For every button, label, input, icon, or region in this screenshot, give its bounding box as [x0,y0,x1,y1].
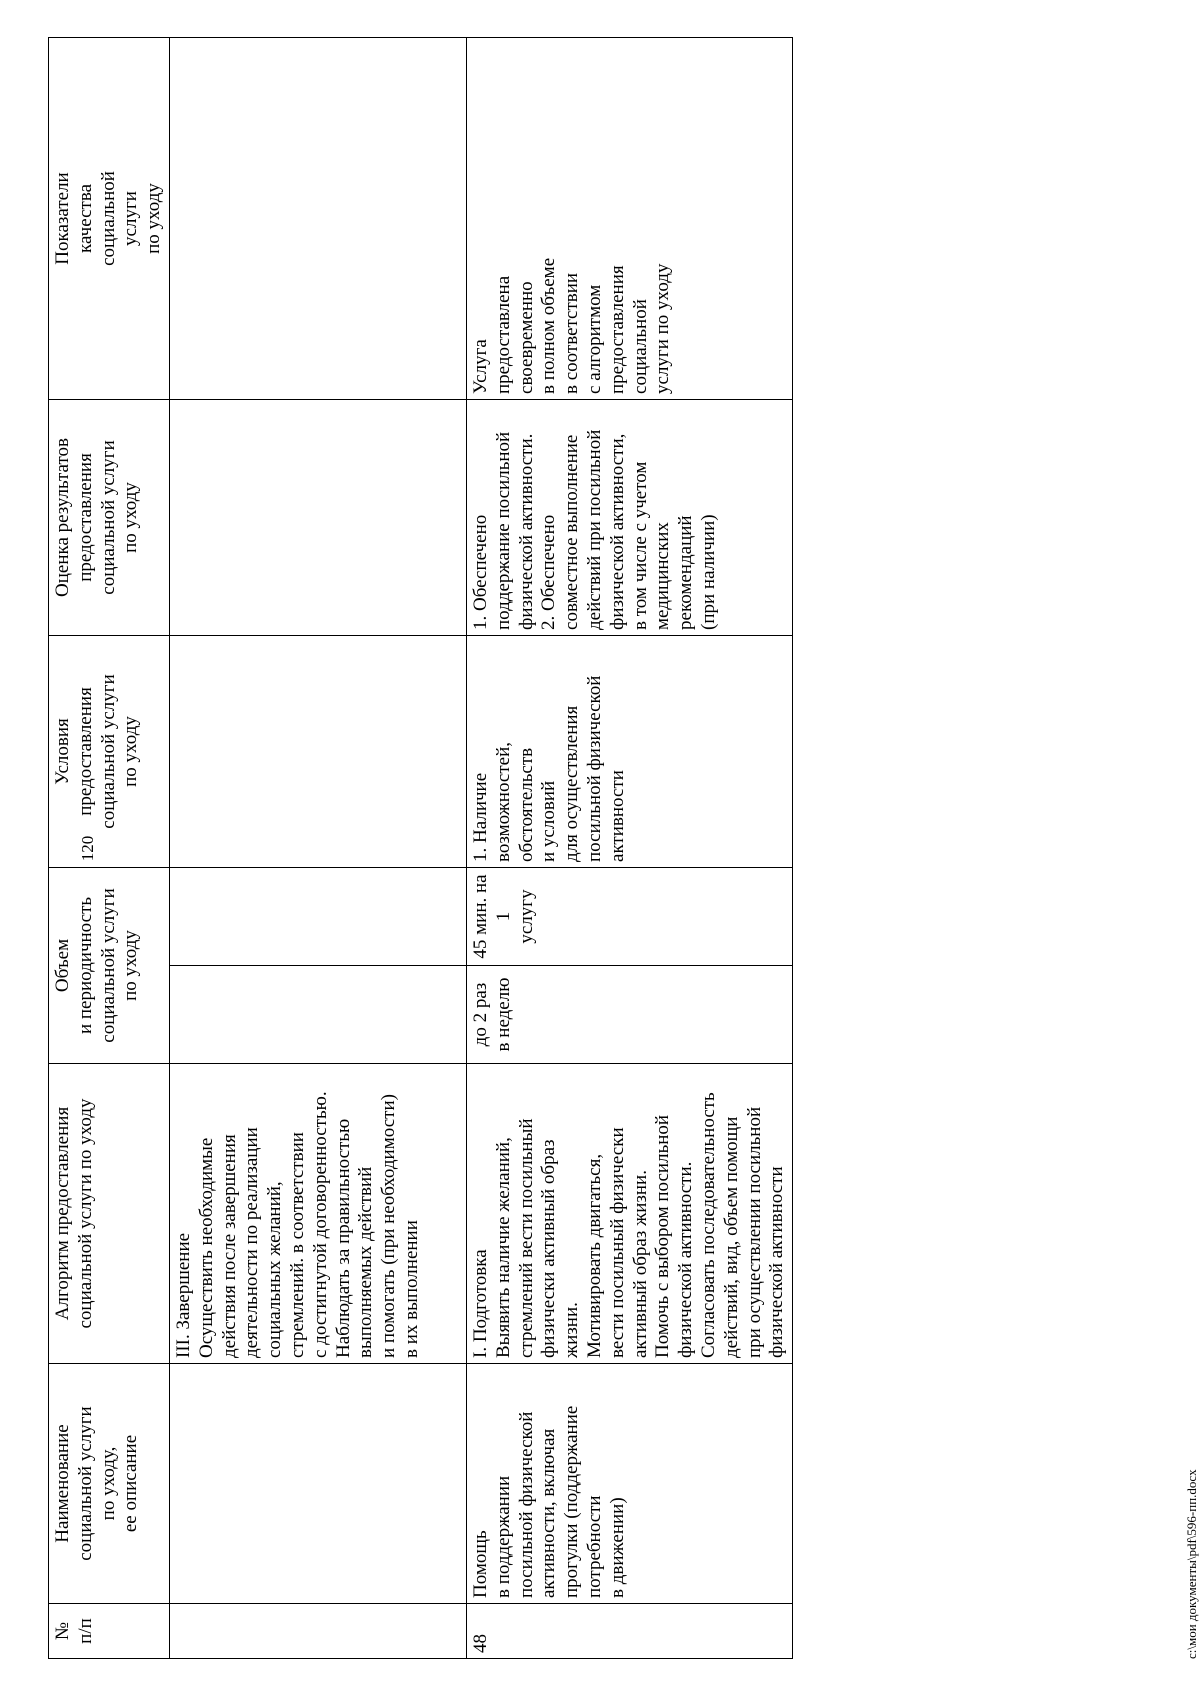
cell-conditions [169,635,466,867]
cell-conditions: 1. Наличие возможностей, обстоятельств и условий для осуществления посильной физической активности [466,635,792,867]
cell-name: Помощь в поддержании посильной физической активности, включая прогулки (поддержание потребности в движении) [466,1364,792,1604]
cell-num [169,1604,466,1659]
cell-duration: 45 мин. на 1 услугу [466,867,792,965]
footer-file-path: c:\мои документы\pdf\596-пп.docx [1184,1469,1199,1659]
cell-assessment [169,399,466,635]
cell-duration [169,867,466,965]
cell-assessment: 1. Обеспечено поддержание посильной физической активности. 2. Обеспечено совместное выполнение действий при посильной физической активности, в том числе с учетом медицинских рекомендаций (при наличии) [466,399,792,635]
cell-algorithm: I. Подготовка Выявить наличие желаний, стремлений вести посильный физически активный образ жизни. Мотивировать двигаться, вести посильный физически активный образ жизни. Помочь с выбором посильной физической активности. Согласовать последовательность действий, вид, объем помощи при осуществлении посильной физической активности [466,1064,792,1364]
cell-algorithm: III. Завершение Осуществить необходимые действия после завершения деятельности по реализации социальных желаний, стремлений. в соответствии с достигнутой договоренностью. Наблюдать за правильностью выполняемых действий и помогать (при необходимости) в их выполнении [169,1064,466,1364]
header-algorithm: Алгоритм предоставления социальной услуги по уходу [49,1064,170,1364]
cell-frequency: до 2 раз в неделю [466,966,792,1064]
header-name: Наименование социальной услуги по уходу, ее описание [49,1364,170,1604]
page-number: 120 [78,835,97,862]
cell-quality: Услуга предоставлена своевременно в полном объеме в соответствии с алгоритмом предоставления социальной услуги по уходу [466,37,792,399]
header-volume: Объем и периодичность социальной услуги по уходу [49,867,170,1063]
header-assessment: Оценка результатов предоставления социальной услуги по уходу [49,399,170,635]
table-row [466,37,792,1658]
cell-name [169,1364,466,1604]
header-conditions: Условия предоставления социальной услуги по уходу [49,635,170,867]
header-num: № п/п [49,1604,170,1659]
cell-num: 48 [466,1604,792,1659]
services-table [48,37,793,1659]
cell-frequency [169,966,466,1064]
cell-quality [169,37,466,399]
header-quality: Показатели качества социальной услуги по уходу [49,37,170,399]
table-header-row [49,37,170,1658]
table-row [169,37,466,1658]
